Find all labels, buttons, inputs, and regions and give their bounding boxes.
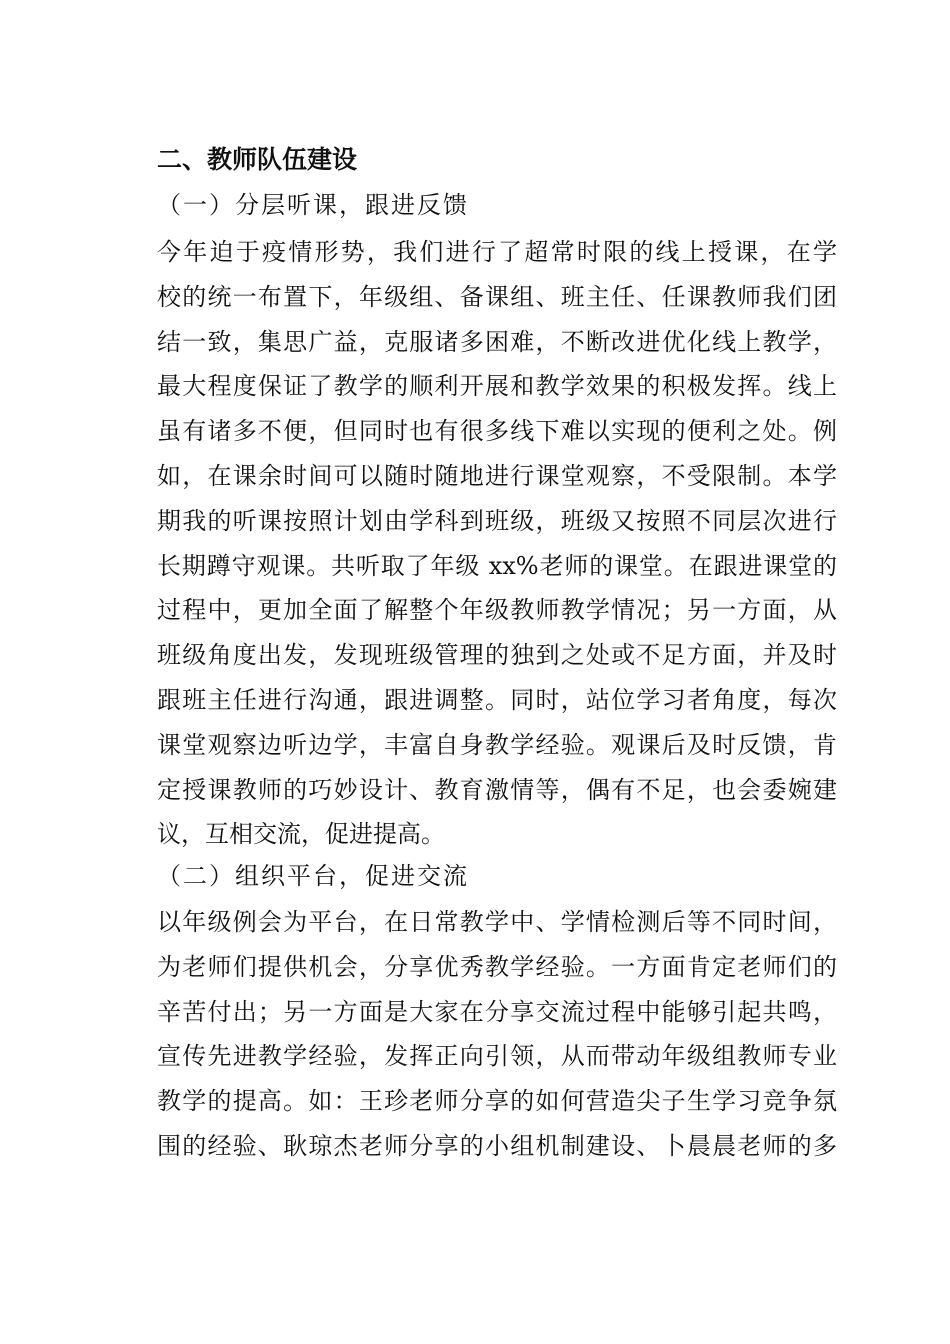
paragraph-line: 跟班主任进行沟通，跟进调整。同时，站位学习者角度，每次 <box>157 685 837 714</box>
subsection-title-1: （一）分层听课，跟进反馈 <box>157 191 469 219</box>
paragraph-2 <box>157 900 837 1169</box>
paragraph-line: 教学的提高。如：王珍老师分享的如何营造尖子生学习竞争氛 <box>157 1087 837 1116</box>
paragraph-line: 校的统一布置下，年级组、备课组、班主任、任课教师我们团 <box>157 282 837 311</box>
paragraph-line: 班级角度出发，发现班级管理的独到之处或不足方面，并及时 <box>157 641 837 670</box>
paragraph-line: 如，在课余时间可以随时随地进行课堂观察，不受限制。本学 <box>157 461 837 490</box>
paragraph-line: 以年级例会为平台，在日常教学中、学情检测后等不同时间， <box>157 908 837 936</box>
paragraph-line: 议，互相交流，促进提高。 <box>157 820 445 849</box>
paragraph-line: 期我的听课按照计划由学科到班级，班级又按照不同层次进行 <box>157 506 837 535</box>
paragraph-line: 过程中，更加全面了解整个年级教师教学情况；另一方面，从 <box>157 596 837 625</box>
subsection-title-2: （二）组织平台，促进交流 <box>157 862 469 890</box>
paragraph-line: 围的经验、耿琼杰老师分享的小组机制建设、卜晨晨老师的多 <box>157 1131 837 1160</box>
paragraph-line: 长期蹲守观课。共听取了年级 xx%老师的课堂。在跟进课堂的 <box>157 551 837 580</box>
paragraph-line: 最大程度保证了教学的顺利开展和教学效果的积极发挥。线上 <box>157 372 837 401</box>
paragraph-line: 结一致，集思广益，克服诸多困难，不断改进优化线上教学， <box>157 327 837 356</box>
paragraph-line: 今年迫于疫情形势，我们进行了超常时限的线上授课，在学 <box>157 238 837 266</box>
paragraph-line: 辛苦付出；另一方面是大家在分享交流过程中能够引起共鸣， <box>157 997 837 1026</box>
section-title: 二、教师队伍建设 <box>157 145 358 174</box>
paragraph-line: 课堂观察边听边学，丰富自身教学经验。观课后及时反馈，肯 <box>157 730 837 759</box>
paragraph-1 <box>157 230 837 857</box>
paragraph-line: 为老师们提供机会，分享优秀教学经验。一方面肯定老师们的 <box>157 952 837 981</box>
paragraph-line: 定授课教师的巧妙设计、教育激情等，偶有不足，也会委婉建 <box>157 775 837 804</box>
paragraph-line: 宣传先进教学经验，发挥正向引领，从而带动年级组教师专业 <box>157 1042 837 1071</box>
paragraph-line: 虽有诸多不便，但同时也有很多线下难以实现的便利之处。例 <box>157 417 837 446</box>
